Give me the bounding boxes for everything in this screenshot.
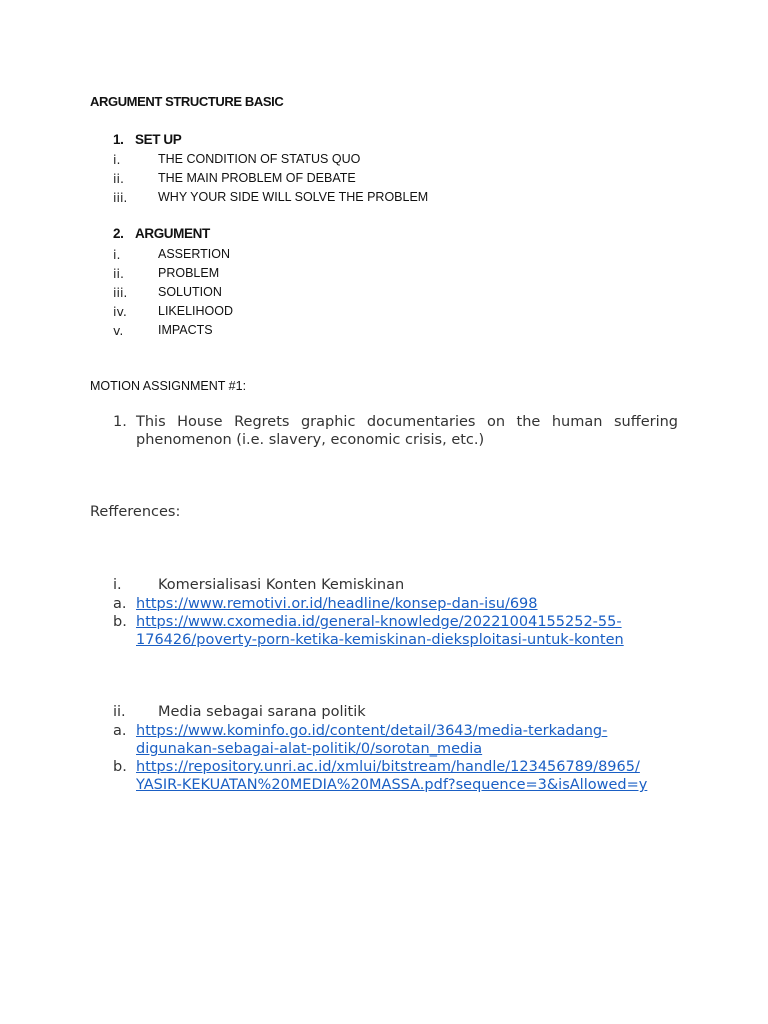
references-label: Refferences:: [90, 504, 181, 520]
motion-number: 1.: [113, 414, 127, 430]
list-text: IMPACTS: [158, 323, 213, 337]
list-marker: i.: [113, 247, 121, 262]
list-marker: ii.: [113, 704, 126, 720]
document-title: ARGUMENT STRUCTURE BASIC: [90, 94, 284, 109]
list-text: THE MAIN PROBLEM OF DEBATE: [158, 171, 356, 185]
section-number: 1.: [113, 132, 124, 147]
list-marker: v.: [113, 323, 124, 338]
reference-link-item: [113, 722, 693, 758]
list-text: LIKELIHOOD: [158, 304, 234, 318]
list-text: WHY YOUR SIDE WILL SOLVE THE PROBLEM: [158, 190, 429, 204]
list-marker: iii.: [113, 285, 128, 300]
list-text: THE CONDITION OF STATUS QUO: [158, 152, 361, 166]
motion-item: [113, 413, 678, 449]
reference-link-item: [113, 595, 693, 613]
reference-link[interactable]: https://www.cxomedia.id/general-knowledge/20221004155252-55- 176426/poverty-porn-ketika-kemiskinan-dieksploitasi-untuk-konten: [136, 614, 624, 648]
list-marker: i.: [113, 577, 122, 593]
list-text: PROBLEM: [158, 266, 220, 280]
list-text: SOLUTION: [158, 285, 222, 299]
list-marker: b.: [113, 759, 127, 775]
list-marker: i.: [113, 152, 121, 167]
list-marker: iv.: [113, 304, 127, 319]
reference-group-text: Komersialisasi Konten Kemiskinan: [158, 577, 405, 593]
list-marker: b.: [113, 614, 127, 630]
motion-label: MOTION ASSIGNMENT #1:: [90, 379, 247, 393]
list-marker: a.: [113, 723, 127, 739]
list-marker: ii.: [113, 171, 124, 186]
list-marker: a.: [113, 596, 127, 612]
list-text: ASSERTION: [158, 247, 231, 261]
section-title: ARGUMENT: [135, 226, 210, 241]
section-number: 2.: [113, 226, 124, 241]
reference-group-text: Media sebagai sarana politik: [158, 704, 366, 720]
section-heading-argument: [113, 226, 210, 241]
motion-text: This House Regrets graphic documentaries on the human suffering phenomenon (i.e. slavery, economic crisis, etc.): [136, 414, 678, 448]
reference-link[interactable]: https://repository.unri.ac.id/xmlui/bitstream/handle/123456789/8965/ YASIR-KEKUATAN%20MEDIA%20MASSA.pdf?sequence=3&isAllowed=y: [136, 759, 648, 793]
list-marker: iii.: [113, 190, 128, 205]
list-marker: ii.: [113, 266, 124, 281]
section-title: SET UP: [135, 132, 182, 147]
reference-link[interactable]: https://www.kominfo.go.id/content/detail/3643/media-terkadang- digunakan-sebagai-alat-politik/0/sorotan_media: [136, 723, 608, 757]
reference-link[interactable]: https://www.remotivi.or.id/headline/konsep-dan-isu/698: [136, 596, 538, 612]
reference-link-item: [113, 613, 693, 649]
section-heading-setup: [113, 132, 181, 147]
reference-link-item: [113, 758, 693, 794]
